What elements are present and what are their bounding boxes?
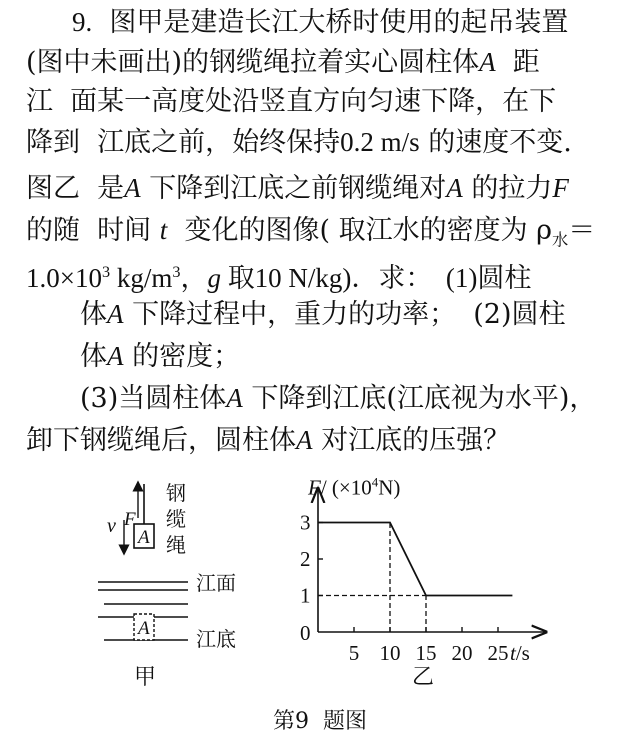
y-tick-label: 1 xyxy=(300,583,311,608)
density-unit-exponent: 3 xyxy=(172,263,181,281)
problem-text-11a: 卸下钢缆绳后，圆柱体 xyxy=(26,425,296,456)
series-line xyxy=(318,523,512,596)
problem-text-10a: (3)当圆柱体 xyxy=(80,383,227,414)
var-a: A xyxy=(446,173,463,203)
density-exponent: 3 xyxy=(101,263,111,281)
problem-text-7d: 取10 N/kg)．求： (1)圆柱 xyxy=(220,263,532,293)
problem-text-5a: 图乙 是 xyxy=(26,173,125,204)
bottom-label: 江底 xyxy=(196,627,236,651)
problem-text-4a: 降到 江底之前，始终保持 xyxy=(26,127,341,158)
problem-text-6c: ＝ xyxy=(568,215,596,246)
cable-label-char-2: 缆 xyxy=(166,507,186,531)
var-f: F xyxy=(552,173,569,203)
problem-text-2b: 距 xyxy=(512,47,540,78)
x-tick-label: 10 xyxy=(379,641,401,665)
y-tick-label: 2 xyxy=(300,547,311,571)
figure-caption: 第9 题图 xyxy=(273,709,367,734)
density-mantissa: 1.0×10 xyxy=(26,263,102,293)
x-tick-label: 5 xyxy=(348,641,360,665)
problem-text-2: (图中未画出)的钢缆绳拉着实心圆柱体 xyxy=(26,47,480,78)
density-unit: kg/m xyxy=(110,263,173,293)
problem-text-9a: 体 xyxy=(80,341,107,372)
var-a: A xyxy=(226,383,243,413)
cable-label-char-1: 钢 xyxy=(166,481,186,505)
x-tick-label: 15 xyxy=(415,641,437,665)
problem-text-11b: 对江底的压强？ xyxy=(312,425,511,456)
var-a: A xyxy=(124,173,141,203)
y-tick-label: 3 xyxy=(300,510,311,535)
x-tick-label: 20 xyxy=(451,641,473,665)
figure-yi-chart xyxy=(300,475,546,689)
problem-text-10b: 下降到江底(江底视为水平)， xyxy=(242,383,597,414)
var-a: A xyxy=(296,425,313,455)
figure-jia xyxy=(98,481,236,690)
problem-text-1: 图甲是建造长江大桥时使用的起吊装置 xyxy=(109,7,569,38)
speed-value: 0.2 m/s xyxy=(340,127,420,157)
var-g: g xyxy=(207,263,221,293)
force-label: F xyxy=(124,509,136,530)
problem-text-8a: 体 xyxy=(80,299,107,330)
cylinder-a-label: A xyxy=(138,527,150,548)
x-tick-label: 25 xyxy=(487,641,509,665)
figure-jia-caption: 甲 xyxy=(134,665,157,690)
figure-yi-caption: 乙 xyxy=(412,664,435,689)
problem-text-3: 江 面某一高度处沿竖直方向匀速下降，在下 xyxy=(26,86,557,117)
problem-text-8b: 下降过程中，重力的功率； (2)圆柱 xyxy=(123,299,566,330)
velocity-label: v xyxy=(107,515,116,537)
surface-label: 江面 xyxy=(196,571,236,595)
x-axis-label: t/s xyxy=(510,641,530,665)
problem-text-9b: 的密度； xyxy=(123,341,241,372)
cylinder-a-underwater-label: A xyxy=(138,618,150,639)
comma: ， xyxy=(180,263,208,293)
y-axis-label: F/ $(\times 10^4N)$ xyxy=(308,474,401,500)
problem-text-4b: 的速度不变. xyxy=(428,127,572,158)
var-a: A xyxy=(107,341,124,371)
cable-label-char-3: 绳 xyxy=(166,533,186,557)
problem-text-5b: 下降到江底之前钢缆绳对 xyxy=(149,173,447,204)
problem-number: 9. xyxy=(72,7,93,37)
problem-text-6b: 变化的图像( 取江水的密度为 ρ xyxy=(184,215,553,246)
problem-text-5c: 的拉力 xyxy=(471,173,553,204)
problem-text-6a: 的随 时间 xyxy=(26,215,152,246)
rho-subscript: 水 xyxy=(552,230,569,250)
var-t: t xyxy=(159,215,168,245)
origin-label: 0 xyxy=(300,621,311,645)
var-a: A xyxy=(107,299,124,329)
var-a: A xyxy=(479,47,496,77)
